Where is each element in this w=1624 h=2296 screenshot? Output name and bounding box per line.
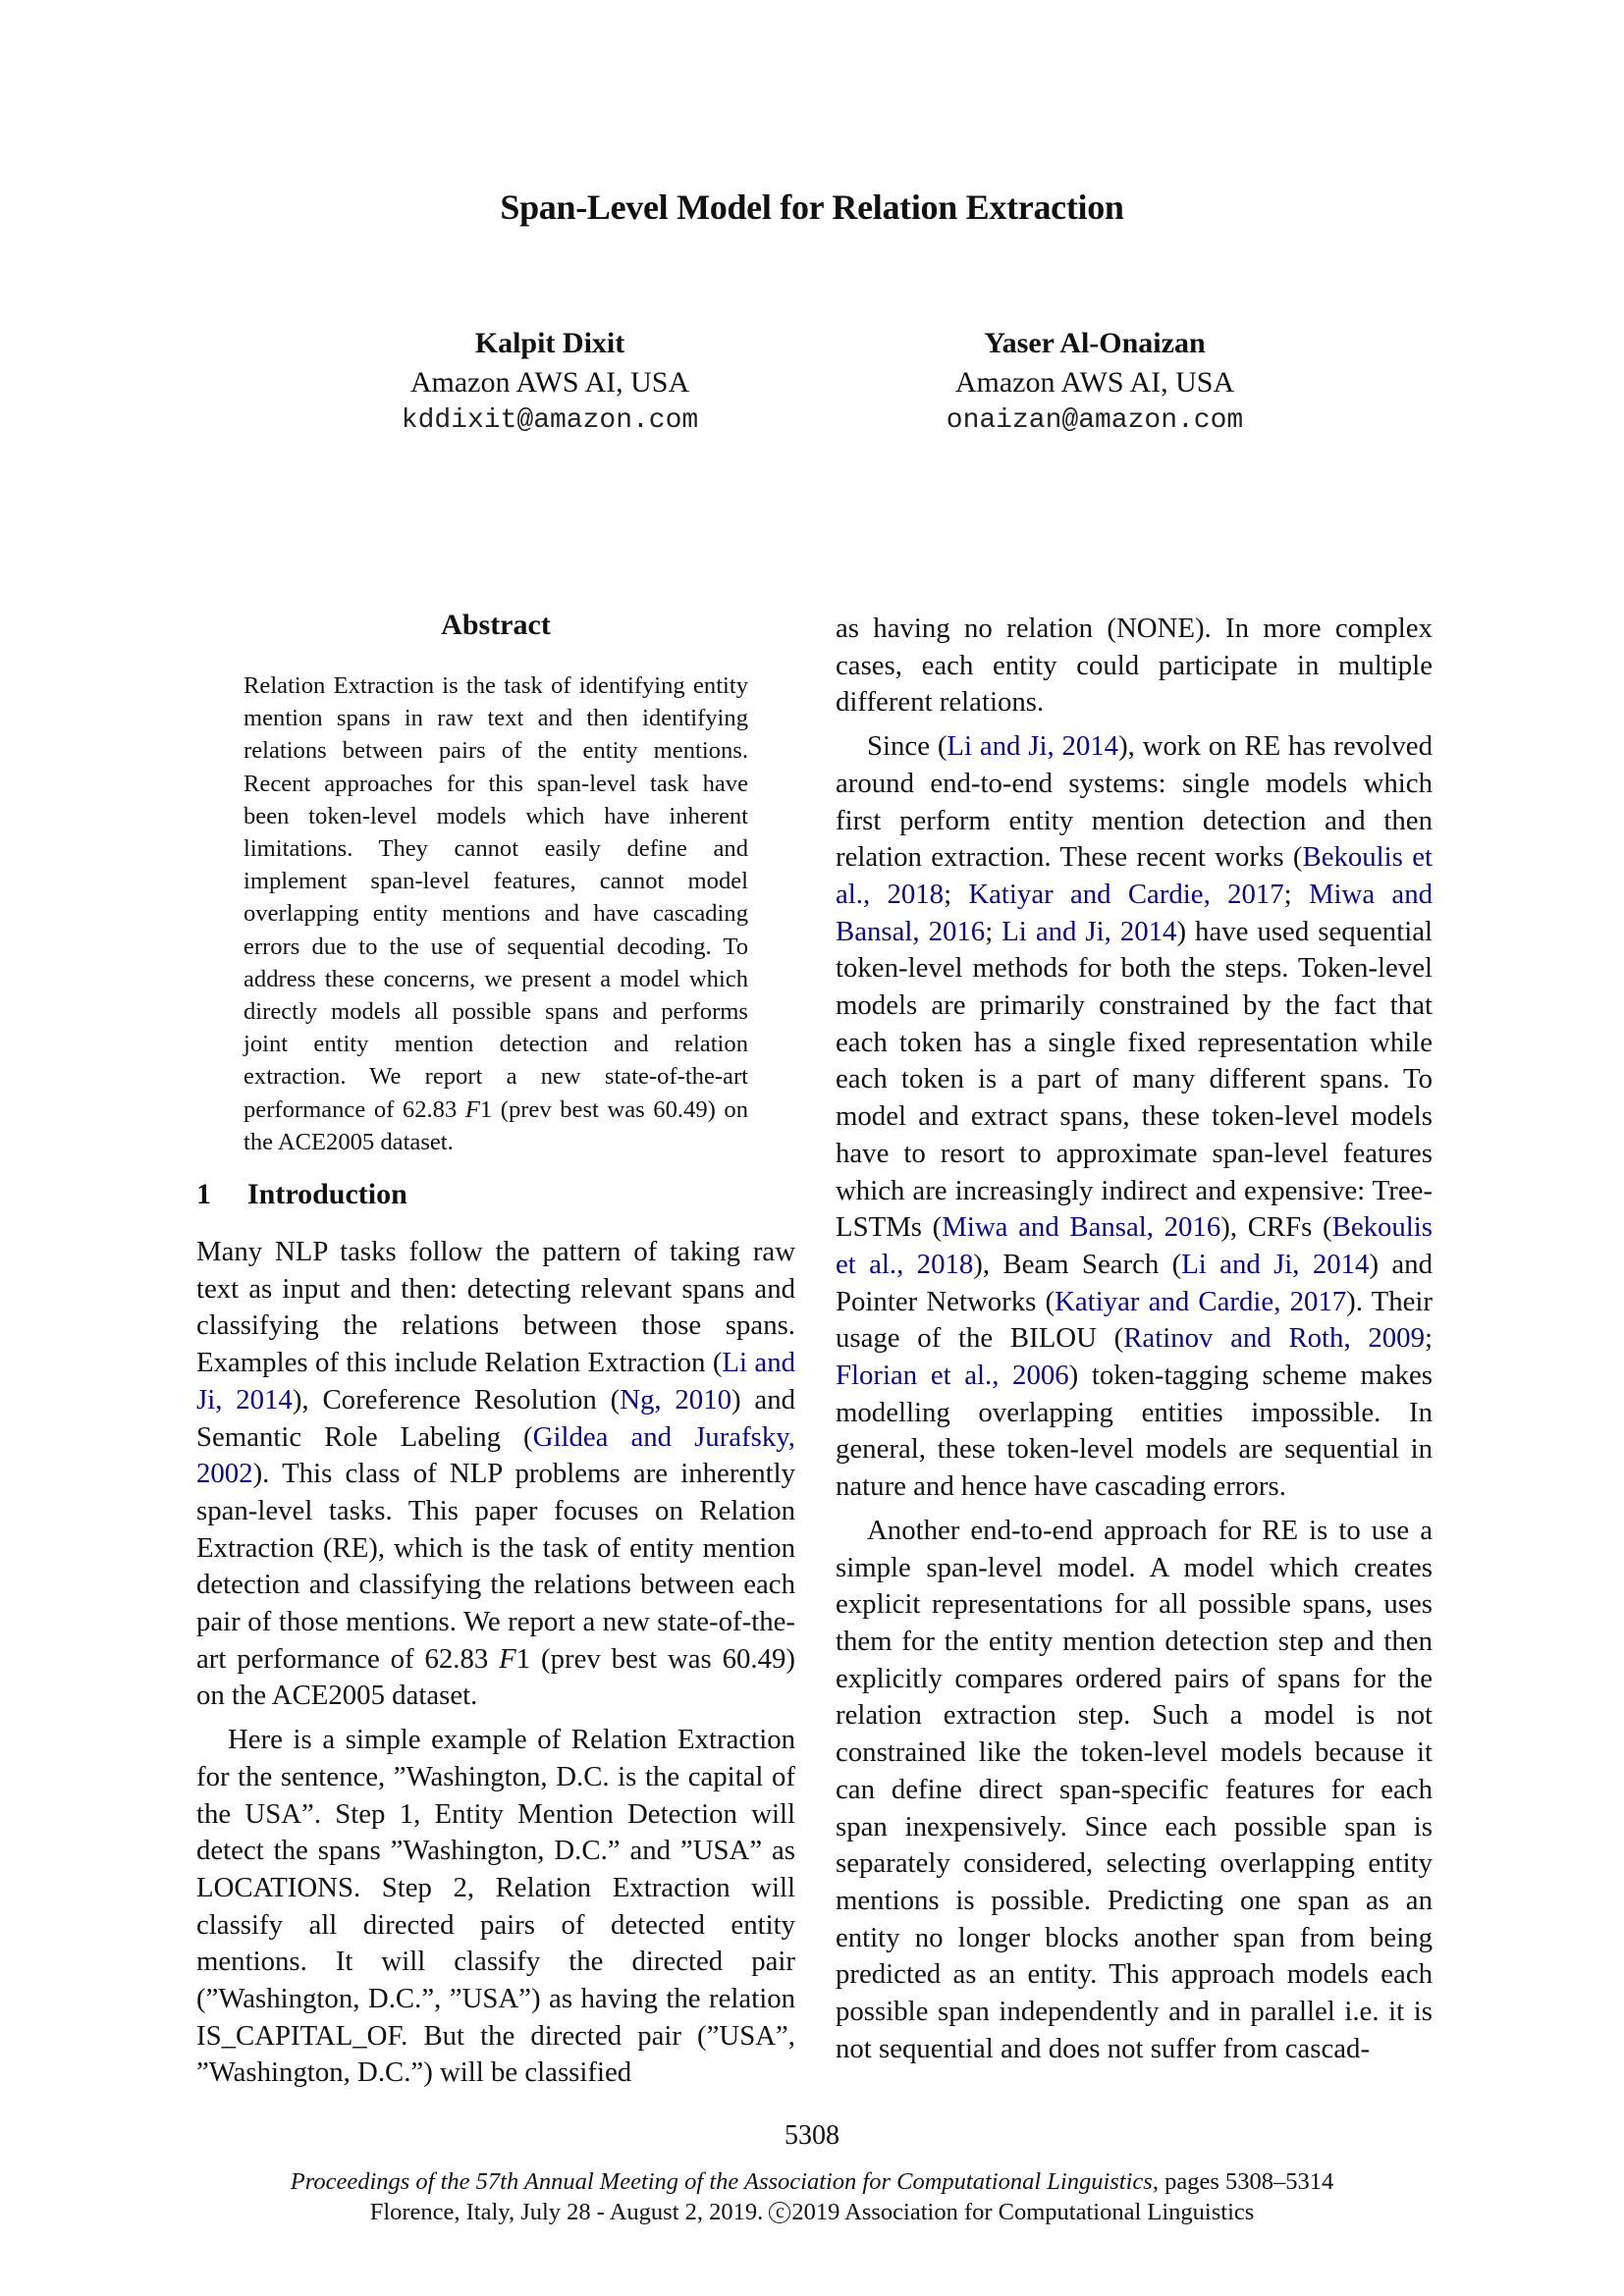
paragraph: Many NLP tasks follow the pattern of taking raw text as input and then: detecting relevant spans and classifying the relations between those spans. Examples of this include Relation Extraction (Li and Ji, 2014), Coreference Resolution (Ng, 2010) and Semantic Role Labeling (Gildea and Jurafsky, 2002). This class of NLP problems are inherently span-level tasks. This paper focuses on Relation Extraction (RE), which is the task of entity mention detection and classifying the relations between each pair of those mentions. We report a new state-of-the-art performance of 62.83 F1 (prev best was 60.49) on the ACE2005 dataset. (196, 1236, 796, 1712)
author-affiliation: Amazon AWS AI, USA (954, 366, 1235, 399)
author-name: Yaser Al-Onaizan (984, 327, 1206, 359)
author-block-1 (295, 324, 805, 440)
location-date: Florence, Italy, July 28 - August 2, 2019. (369, 2199, 770, 2225)
paragraph: Since (Li and Ji, 2014), work on RE has revolved around end-to-end systems: single models which first perform entity mention detection and then relation extraction. These recent works (Bekoulis et al., 2018; Katiyar and Cardie, 2017; Miwa and Bansal, 2016; Li and Ji, 2014) have used sequential token-level methods for both the steps. Token-level models are primarily constrained by the fact that each token has a single fixed representation while each token is a part of many different spans. To model and extract spans, these token-level models have to resort to approximate span-level features which are increasingly indirect and expensive: Tree-LSTMs (Miwa and Bansal, 2016), CRFs (Bekoulis et al., 2018), Beam Search (Li and Ji, 2014) and Pointer Networks (Katiyar and Cardie, 2017). Their usage of the BILOU (Ratinov and Roth, 2009; Florian et al., 2006) token-tagging scheme makes modelling overlapping entities impossible. In general, these token-level models are sequential in nature and hence have cascading errors. (836, 730, 1434, 1503)
footer (0, 2166, 1624, 2227)
citation-link[interactable]: Li and Ji, 2014 (196, 1347, 795, 1415)
author-block-2 (839, 324, 1350, 440)
paper-title: Span-Level Model for Relation Extraction (500, 187, 1124, 227)
citation-link[interactable]: Ratinov and Roth, 2009 (1123, 1322, 1425, 1355)
citation-link[interactable]: Bekoulis et al., 2018 (836, 1211, 1434, 1280)
math-symbol: F (499, 1642, 516, 1675)
page-number: 5308 (785, 2120, 839, 2151)
author-affiliation: Amazon AWS AI, USA (409, 366, 690, 399)
abstract-heading: Abstract (441, 609, 551, 641)
author-name: Kalpit Dixit (474, 327, 625, 359)
paragraph: Here is a simple example of Relation Extraction for the sentence, ”Washington, D.C. is the capital of the USA”. Step 1, Entity Mention Detection will detect the spans ”Washington, D.C.” and ”USA” as LOCATIONS. Step 2, Relation Extraction will classify all directed pairs of detected entity mentions. It will classify the directed pair (”Washington, D.C.”, ”USA”) as having the relation IS_CAPITAL_OF. But the directed pair (”USA”, ”Washington, D.C.”) will be classified (196, 1724, 795, 2089)
footer-location-line (0, 2197, 1624, 2227)
citation-link[interactable]: Gildea and Jurafsky, 2002 (196, 1420, 795, 1490)
citation-link[interactable]: Miwa and Bansal, 2016 (836, 878, 1433, 947)
citation-link[interactable]: Li and Ji, 2014 (1001, 915, 1177, 947)
venue-name: Proceedings of the 57th Annual Meeting of the Association for Computational Linguistics (290, 2168, 1153, 2195)
citation-link[interactable]: Ng, 2010 (620, 1383, 732, 1415)
abstract-text: Relation Extraction is the task of identifying entity mention spans in raw text and then identifying relations between pairs of the entity mentions. Recent approaches for this span-level task have been token-level models which have inherent limitations. They cannot easily define and implement span-level features, cannot model overlapping entity mentions and have cascading errors due to the use of sequential decoding. To address these concerns, we present a model which directly models all possible spans and performs joint entity mention detection and relation extraction. We report a new state-of-the-art performance of 62.83 (244, 672, 748, 1123)
footer-venue-line (0, 2166, 1624, 2197)
citation-link[interactable]: Katiyar and Cardie, 2017 (968, 878, 1284, 910)
left-column-body (196, 1234, 795, 2092)
author-email[interactable]: onaizan@amazon.com (946, 405, 1244, 436)
page-range: , pages 5308–5314 (1152, 2168, 1334, 2195)
paragraph: as having no relation (NONE). In more complex cases, each entity could participate in multiple different relations. (836, 613, 1433, 719)
citation-link[interactable]: Bekoulis et al., 2018 (836, 841, 1434, 910)
copyright-text: 2019 Association for Computational Linguistics (791, 2199, 1255, 2225)
abstract-body (244, 669, 748, 1158)
citation-link[interactable]: Li and Ji, 2014 (1181, 1248, 1370, 1280)
citation-link[interactable]: Miwa and Bansal, 2016 (942, 1211, 1221, 1244)
citation-link[interactable]: Katiyar and Cardie, 2017 (1055, 1285, 1347, 1317)
abstract-text: 1 (prev best was 60.49) on the ACE2005 dataset. (244, 1095, 748, 1155)
author-email[interactable]: kddixit@amazon.com (401, 405, 699, 436)
citation-link[interactable]: Li and Ji, 2014 (947, 730, 1119, 763)
paragraph: Another end-to-end approach for RE is to use a simple span-level model. A model which creates explicit representations for all possible spans, uses them for the entity mention detection step and then explicitly compares ordered pairs of spans for the relation extraction step. Such a model is not constrained like the token-level models because it can define direct span-specific features for each span inexpensively. Since each possible span is separately considered, selecting overlapping entity mentions is possible. Predicting one span as an entity no longer blocks another span from being predicted as an entity. This approach models each possible span independently and in parallel i.e. it is not sequential and does not suffer from cascad- (836, 1514, 1433, 2064)
citation-link[interactable]: Florian et al., 2006 (836, 1360, 1069, 1392)
section-heading-introduction (196, 1178, 407, 1211)
section-title: Introduction (247, 1178, 407, 1210)
math-symbol: F (464, 1095, 480, 1123)
section-number: 1 (196, 1178, 211, 1210)
right-column-body (836, 611, 1433, 2067)
copyright-icon: c (769, 2202, 790, 2223)
